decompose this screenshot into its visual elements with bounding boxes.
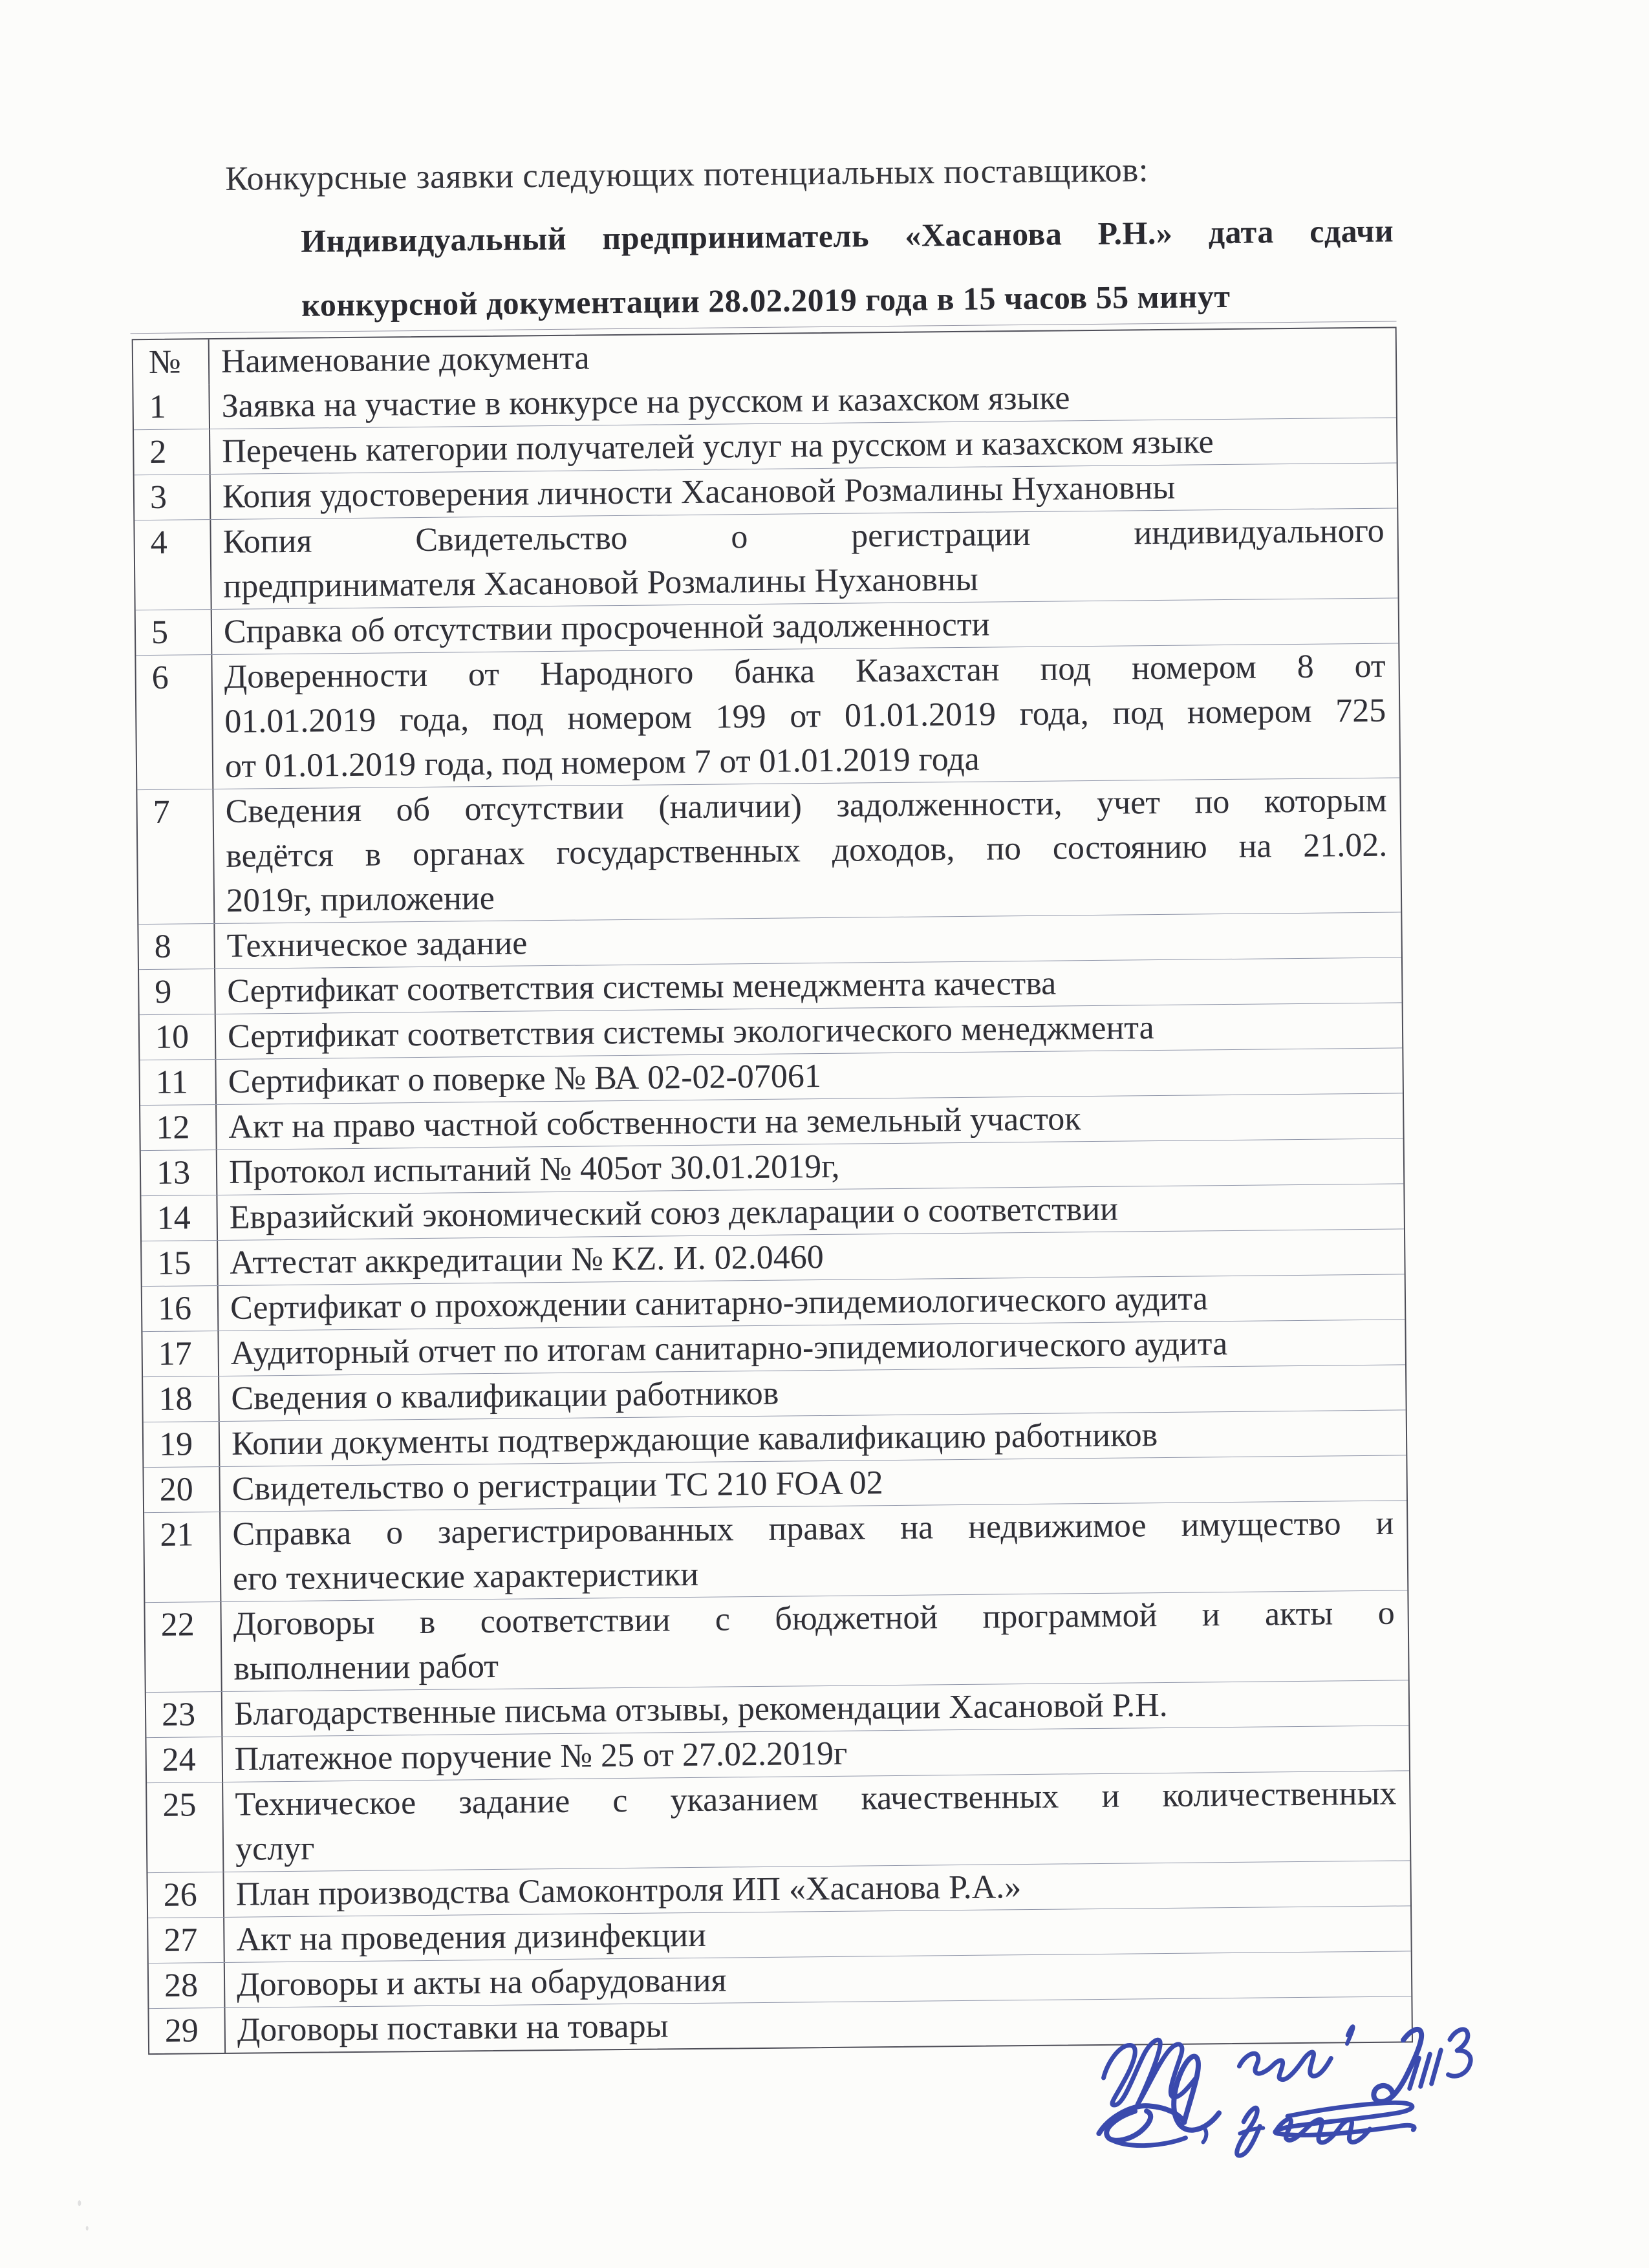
table-row [137,777,1401,924]
document-name-line: Сертификат о поверке № ВА 02-02-07061 [228,1058,822,1100]
row-number: 1 [133,384,210,429]
row-number: 5 [136,610,213,655]
row-number: 28 [149,1963,226,2008]
document-name-line: его технические характеристики [232,1556,699,1598]
row-number: 25 [147,1782,224,1872]
row-number: 7 [137,789,215,924]
document-name-line: Копия Свидетельство о регистрации индивидуального [222,512,1385,561]
table-row [136,643,1399,789]
supplier-heading-line: конкурсной документации 28.02.2019 года в 15 часов 55 минут [301,277,1231,323]
document-name-line: Копии документы подтверждающие кавалификацию работников [231,1417,1158,1462]
document-name-line: Заявка на участие в конкурсе на русском и казахском языке [221,380,1070,425]
document-name-line: Сертификат соответствия системы менеджмента качества [227,965,1057,1010]
row-document-name [223,1771,1410,1872]
table-body [133,372,1412,2053]
row-number: 27 [148,1918,225,1963]
document-name-line: Договоры поставки на товары [237,2007,669,2049]
row-number: 16 [142,1286,219,1331]
signature-stroke [1203,2127,1206,2142]
document-name-line: Платежное поручение № 25 от 27.02.2019г [234,1735,848,1778]
row-number: 22 [145,1602,222,1692]
document-name-line: Сертификат о прохождении санитарно-эпидемиологического аудита [230,1280,1209,1327]
supplier-heading-line: Индивидуальный предприниматель «Хасанова Р.Н.» дата сдачи [300,212,1394,259]
row-document-name [212,643,1399,789]
signature-stroke [1239,2052,1331,2081]
document-name-line: Аттестат аккредитации № KZ. И. 02.0460 [230,1239,824,1281]
row-number: 14 [141,1195,218,1241]
row-number: 17 [142,1331,219,1376]
row-document-name [211,508,1397,609]
document-name-line: ведётся в органах государственных доходов, по состоянию на 21.02. [226,826,1388,875]
row-number: 15 [142,1241,219,1286]
document-name-line: Перечень категории получателей услуг на русском и казахском языке [222,423,1214,470]
row-number: 11 [140,1060,217,1105]
document-name-line: Техническое задание с указанием качественных и количественных [235,1775,1397,1823]
row-document-name [213,778,1401,923]
signature-stroke [1448,2029,1471,2077]
row-number: 26 [147,1872,224,1918]
document-name-line: Договоры в соответствии с бюджетной программой и акты о [233,1594,1395,1643]
row-number: 20 [144,1467,221,1512]
row-number: 10 [140,1014,217,1060]
row-number: 4 [135,520,211,610]
document-name-line: Аудиторный отчет по итогам санитарно-эпидемиологического аудита [230,1325,1228,1372]
document-name-line: Протокол испытаний № 405от 30.01.2019г, [228,1148,840,1191]
table-header-number: № [133,339,210,385]
row-number: 12 [140,1105,217,1150]
document-name-line: 2019г, приложение [226,879,495,919]
signature-stroke [1431,2050,1441,2084]
row-number: 19 [144,1422,221,1467]
document-name-line: выполнении работ [233,1647,499,1687]
table-row [144,1500,1407,1602]
document-name-line: Сведения об отсутствии (наличии) задолженности, учет по которым [225,782,1387,830]
document-name-line: Акт на право частной собственности на земельный участок [228,1100,1081,1146]
row-number: 2 [134,429,211,475]
document-name-line: предпринимателя Хасановой Розмалины Нухановны [223,561,978,605]
document-name-line: Доверенности от Народного банка Казахстан под номером 8 от [224,647,1386,696]
row-number: 29 [149,2008,226,2053]
table-header-name: Наименование документа [221,339,590,380]
document-name-line: План производства Самоконтроля ИП «Хасанова Р.А.» [235,1868,1022,1913]
document-name-line: Свидетельство о регистрации ТС 210 FOA 02 [232,1464,883,1508]
row-number: 18 [143,1376,220,1422]
supplier-heading [301,198,1395,337]
table-row [147,1770,1410,1872]
document-name-line: 01.01.2019 года, под номером 199 от 01.01.2019 года, под номером 725 [224,692,1386,740]
document-name-line: Договоры и акты на обарудования [236,1962,727,2004]
signature-stroke [1347,2026,1353,2044]
scan-speck [86,2226,89,2231]
document-name-line: Справка о зарегистрированных правах на недвижимое имущество и [232,1504,1394,1553]
row-number: 24 [146,1737,223,1782]
documents-table [132,326,1413,2055]
scan-speck [78,2200,81,2206]
signature-stroke [1420,2054,1430,2086]
document-name-line: Сертификат соответствия системы экологического менеджмента [227,1009,1154,1055]
document-name-line: Акт на проведения дизинфекции [236,1916,707,1958]
table-row [135,508,1397,610]
row-number: 9 [139,969,216,1014]
document-name-line: Справка об отсутствии просроченной задолженности [223,606,990,650]
table-row [145,1590,1408,1692]
row-number: 8 [138,924,215,969]
row-document-name [221,1590,1408,1691]
document-name-line: услуг [235,1830,315,1868]
document-name-line: Копия удостоверения личности Хасановой Розмалины Нухановны [222,469,1176,515]
document-name-line: от 01.01.2019 года, под номером 7 от 01.01.2019 года [224,740,980,785]
document-name-line: Евразийский экономический союз декларации о соответствии [229,1190,1119,1236]
row-number: 3 [135,475,211,520]
signature-stroke [1275,2102,1414,2135]
row-document-name [221,1501,1407,1601]
document-name-line: Благодарственные письма отзывы, рекомендации Хасановой Р.Н. [233,1686,1168,1733]
row-number: 21 [144,1512,221,1602]
signature-ink [1069,1991,1524,2254]
document-name-line: Техническое задание [226,925,528,965]
document-name-line: Сведения о квалификации работников [231,1375,779,1417]
row-number: 23 [146,1692,223,1737]
row-number: 13 [141,1150,218,1195]
row-number: 6 [136,655,213,789]
intro-line: Конкурсные заявки следующих потенциальных поставщиков: [225,151,1149,198]
